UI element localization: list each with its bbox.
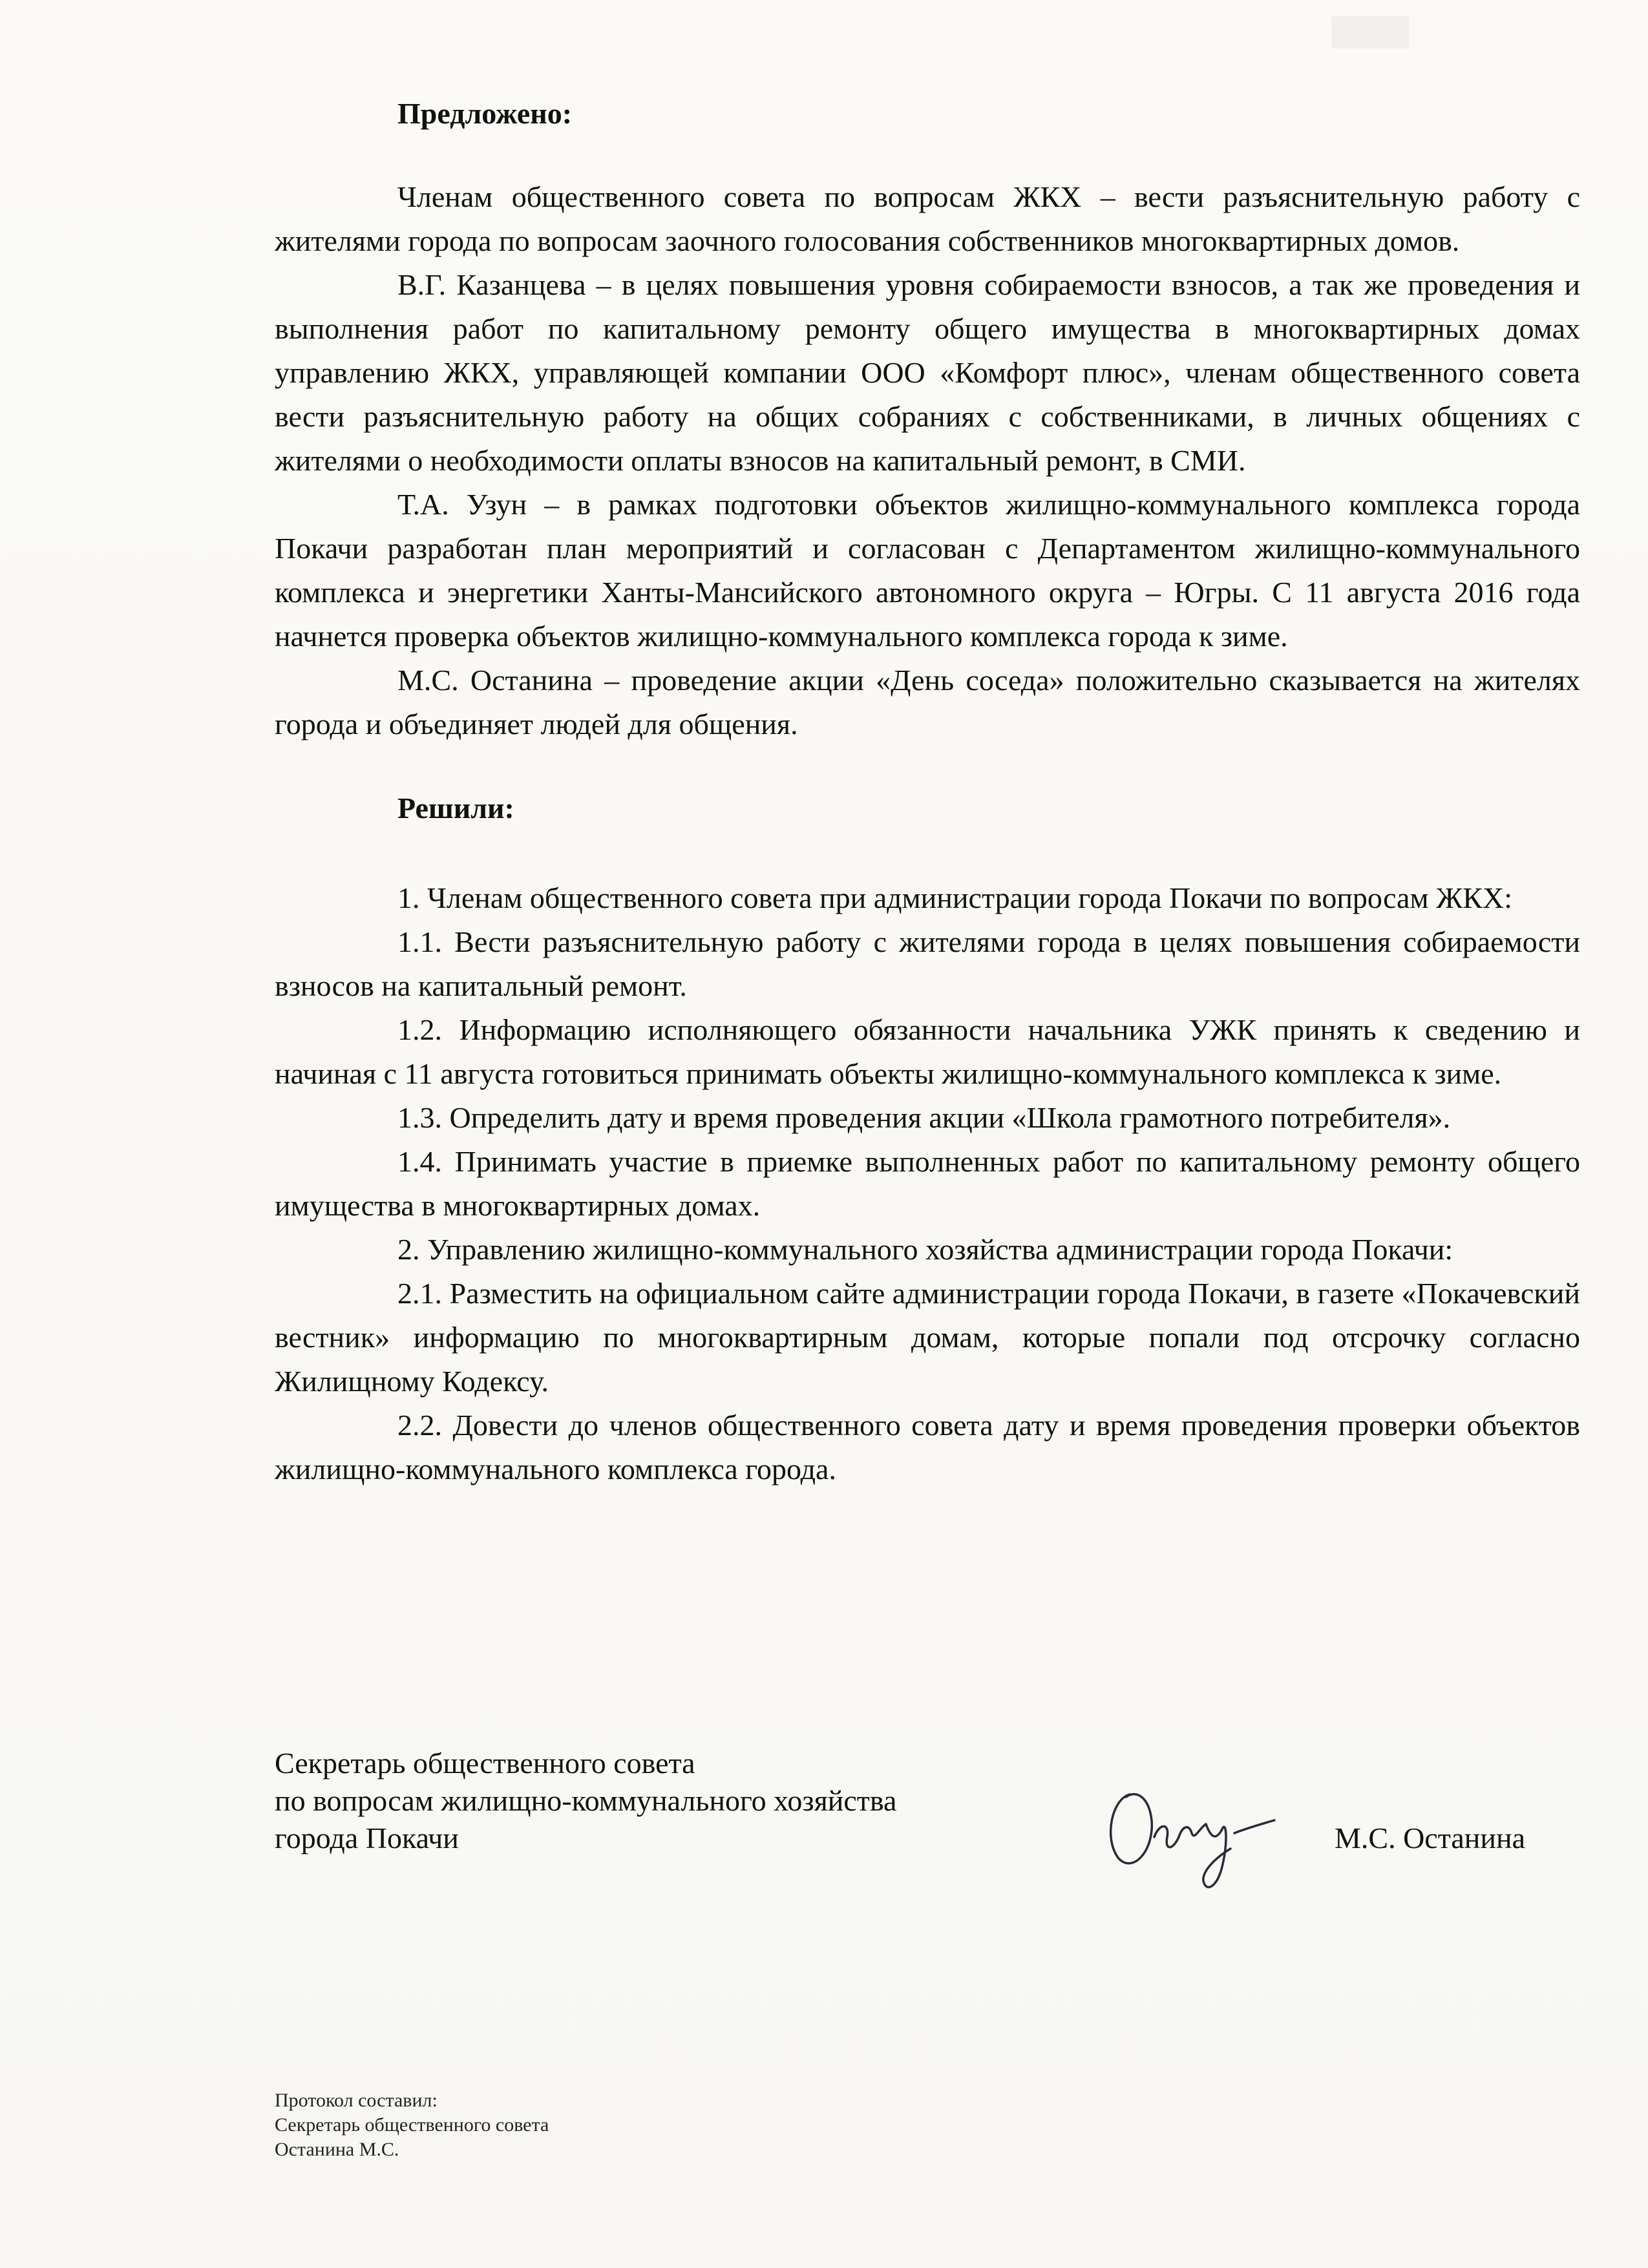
protocol-compiler-note [275,2088,549,2162]
signatory-title-line: по вопросам жилищно-коммунального хозяйства [275,1784,897,1817]
decision-item-1-2: 1.2. Информацию исполняющего обязанности начальника УЖК принять к сведению и начиная с 11 августа готовиться принимать объекты жилищно-коммунального комплекса к зиме. [275,1013,1580,1090]
decision-item-2: 2. Управлению жилищно-коммунального хозяйства администрации города Покачи: [397,1232,1453,1266]
footer-line: Протокол составил: [275,2090,438,2111]
signatory-title-line: города Покачи [275,1822,459,1854]
decided-heading: Решили: [397,791,514,824]
signatory-title-line: Секретарь общественного совета [275,1747,695,1780]
scan-artifact-mark [1328,13,1412,52]
signature-block [275,1745,1580,1857]
proposed-paragraph-4: М.С. Останина – проведение акции «День соседа» положительно сказывается на жителях города и объединяет людей для общения. [275,663,1580,740]
footer-line: Секретарь общественного совета [275,2114,549,2136]
document-body [275,97,1580,1491]
decision-item-2-1: 2.1. Разместить на официальном сайте администрации города Покачи, в газете «Покачевский вестник» информацию по многоквартирным домам, которые попали под отсрочку согласно Жилищному Кодексу. [275,1276,1580,1398]
decision-item-1-4: 1.4. Принимать участие в приемке выполненных работ по капитальному ремонту общего имущества в многоквартирных домах. [275,1144,1580,1222]
decision-item-1-1: 1.1. Вести разъяснительную работу с жителями города в целях повышения собираемости взносов на капитальный ремонт. [275,925,1580,1002]
proposed-heading: Предложено: [397,97,573,130]
handwritten-signature [1092,1761,1305,1909]
decision-item-1-3: 1.3. Определить дату и время проведения акции «Школа грамотного потребителя». [397,1100,1451,1134]
proposed-paragraph-1: Членам общественного совета по вопросам ЖКХ – вести разъяснительную работу с жителями города по вопросам заочного голосования собственников многоквартирных домов. [275,180,1580,257]
proposed-paragraph-2: В.Г. Казанцева – в целях повышения уровня собираемости взносов, а так же проведения и выполнения работ по капитальному ремонту общего имущества в многоквартирных домах управлению ЖКХ, управляющей компании ООО «Комфорт плюс», членам общественного совета вести разъяснительную работу на общих собраниях с собственниками, в личных общениях с жителями о необходимости оплаты взносов на капитальный ремонт, в СМИ. [275,268,1580,477]
footer-line: Останина М.С. [275,2139,399,2160]
signatory-name: М.С. Останина [1335,1822,1526,1854]
decision-item-2-2: 2.2. Довести до членов общественного совета дату и время проведения проверки объектов жилищно-коммунального комплекса города. [275,1408,1580,1486]
decision-item-1: 1. Членам общественного совета при администрации города Покачи по вопросам ЖКХ: [397,881,1512,914]
proposed-paragraph-3: Т.А. Узун – в рамках подготовки объектов жилищно-коммунального комплекса города Покачи разработан план мероприятий и согласован с Департаментом жилищно-коммунального комплекса и энергетики Ханты-Мансийского автономного округа – Югры. С 11 августа 2016 года начнется проверка объектов жилищно-коммунального комплекса города к зиме. [275,487,1580,653]
